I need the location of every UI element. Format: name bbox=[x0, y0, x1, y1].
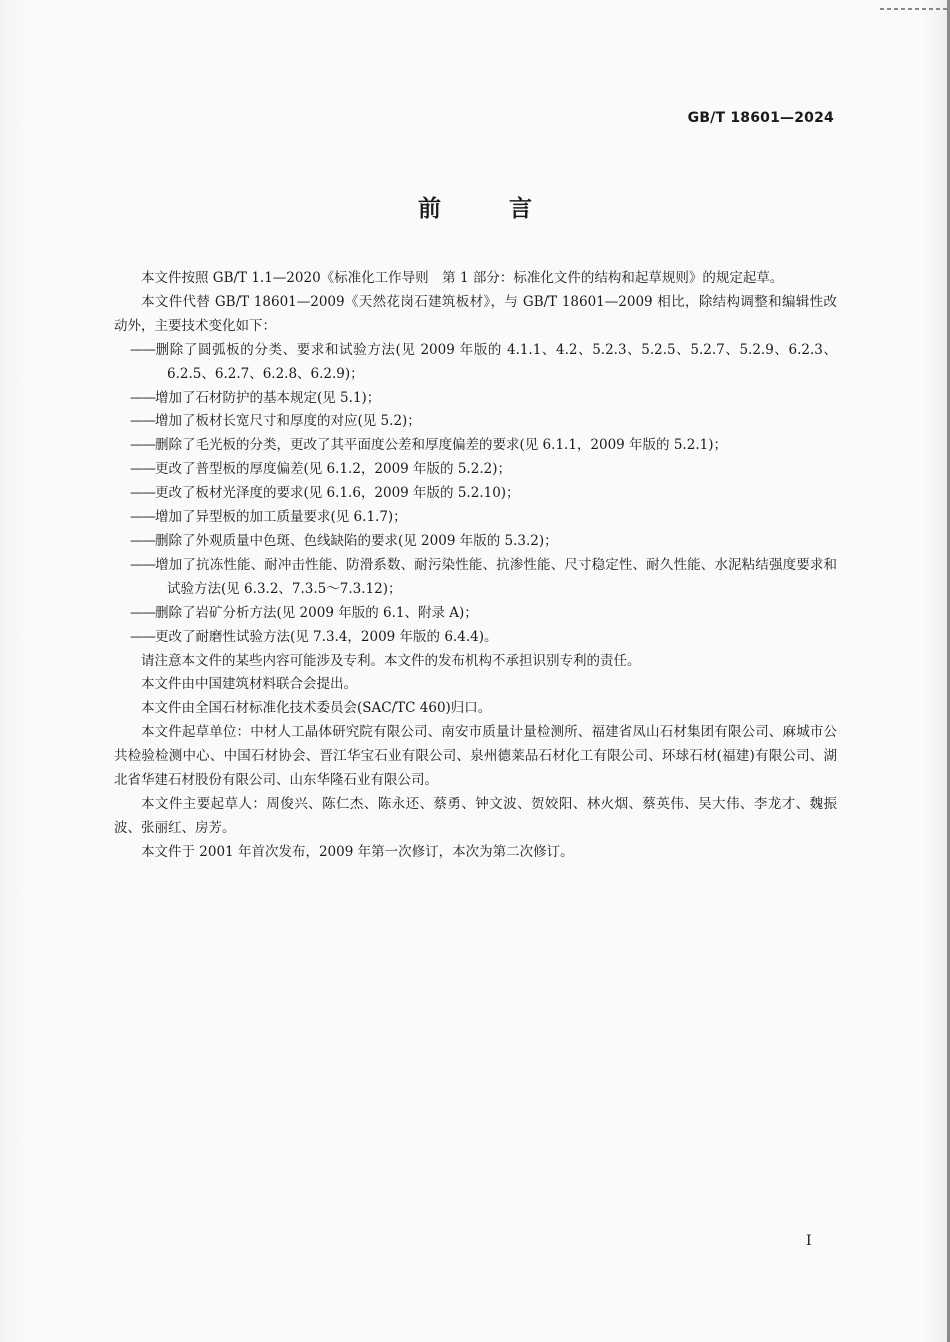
page-number: I bbox=[806, 1233, 812, 1249]
paragraph-drafters: 本文件主要起草人：周俊兴、陈仁杰、陈永还、蔡勇、钟文波、贺姣阳、林火烟、蔡英伟、吴大伟、李龙才、魏振波、张丽红、房芳。 bbox=[114, 795, 837, 836]
change-item: ——更改了普型板的厚度偏差(见 6.1.2，2009 年版的 5.2.2)； bbox=[130, 461, 511, 478]
paragraph: 本文件按照 GB/T 1.1—2020《标准化工作导则 第 1 部分：标准化文件的结构和起草规则》的规定起草。 bbox=[141, 270, 784, 286]
change-item: ——增加了异型板的加工质量要求(见 6.1.7)； bbox=[130, 509, 407, 526]
change-item: ——增加了板材长宽尺寸和厚度的对应(见 5.2)； bbox=[130, 413, 421, 430]
paragraph-history: 本文件于 2001 年首次发布，2009 年第一次修订，本次为第二次修订。 bbox=[141, 843, 574, 860]
paragraph-patent-notice: 请注意本文件的某些内容可能涉及专利。本文件的发布机构不承担识别专利的责任。 bbox=[141, 652, 641, 669]
change-item: ——增加了抗冻性能、耐冲击性能、防滑系数、耐污染性能、抗渗性能、尺寸稳定性、耐久性能、水泥粘结强度要求和试验方法(见 6.3.2、7.3.5～7.3.12)； bbox=[130, 556, 837, 597]
change-item: ——删除了外观质量中色斑、色线缺陷的要求(见 2009 年版的 5.3.2)； bbox=[130, 532, 558, 549]
paragraph-drafting-units: 本文件起草单位：中材人工晶体研究院有限公司、南安市质量计量检测所、福建省凤山石材集团有限公司、麻城市公共检验检测中心、中国石材协会、晋江华宝石业有限公司、泉州德莱品石材化工有限公司、环球石材(福建)有限公司、湖北省华建石材股份有限公司、山东华隆石业有限公司。 bbox=[114, 724, 837, 789]
change-item: ——更改了耐磨性试验方法(见 7.3.4，2009 年版的 6.4.4)。 bbox=[130, 628, 498, 645]
scan-edge-top bbox=[880, 8, 950, 10]
change-item: ——增加了石材防护的基本规定(见 5.1)； bbox=[130, 389, 381, 406]
document-code: GB/T 18601—2024 bbox=[687, 110, 834, 126]
paragraph: 本文件代替 GB/T 18601—2009《天然花岗石建筑板材》，与 GB/T 18601—2009 相比，除结构调整和编辑性改动外，主要技术变化如下： bbox=[114, 293, 837, 334]
change-item: ——删除了毛光板的分类，更改了其平面度公差和厚度偏差的要求(见 6.1.1，2009 年版的 5.2.1)； bbox=[130, 437, 727, 454]
preface-body bbox=[114, 267, 837, 865]
change-item: ——删除了岩矿分析方法(见 2009 年版的 6.1、附录 A)； bbox=[130, 604, 478, 621]
change-item: ——更改了板材光泽度的要求(见 6.1.6，2009 年版的 5.2.10)； bbox=[130, 485, 520, 502]
paragraph-proposer: 本文件由中国建筑材料联合会提出。 bbox=[141, 676, 357, 693]
paragraph-committee: 本文件由全国石材标准化技术委员会(SAC/TC 460)归口。 bbox=[141, 700, 492, 717]
change-item: ——删除了圆弧板的分类、要求和试验方法(见 2009 年版的 4.1.1、4.2、5.2.3、5.2.5、5.2.7、5.2.9、6.2.3、6.2.5、6.2.7、6.2.8、6.2.9)； bbox=[130, 341, 837, 382]
page-title: 前 言 bbox=[417, 196, 562, 222]
